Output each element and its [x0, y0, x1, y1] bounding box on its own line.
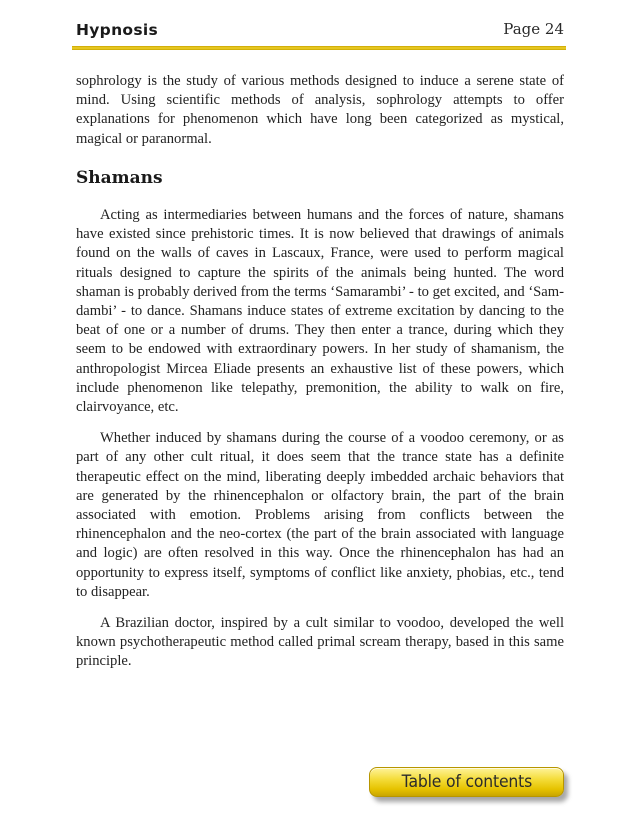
section-heading: Shamans	[76, 167, 163, 188]
page-header	[76, 20, 564, 46]
book-title: Hypnosis	[76, 21, 159, 39]
paragraph-1: Acting as intermediaries between humans and the forces of nature, shamans have existed since prehistoric times. It is now believed that drawings of animals found on the walls of caves in Lascaux, France, were used to perform magical rituals designed to capture the spirits of the animals being hunted. The word shaman is probably derived from the terms ‘Samarambi’ - to get excited, and ‘Sam-dambi’ - to dance. Shamans induce states of extreme excitation by dancing to the beat of one or a number of drums. They then enter a trance, during which they seem to be endowed with extraordinary powers. In her study of shamanism, the anthropologist Mircea Eliade presents an exhaustive list of these powers, which include phenomenon like telepathy, premonition, the ability to walk on fire, clairvoyance, etc.	[76, 207, 564, 416]
page-body	[76, 72, 564, 684]
intro-paragraph: sophrology is the study of various methods designed to induce a serene state of mind. Using scientific methods of analysis, sophrology attempts to offer explanations for phenomenon which have long been categorized as mystical, magical or paranormal.	[76, 73, 564, 147]
paragraph-3: A Brazilian doctor, inspired by a cult similar to voodoo, developed the well known psychotherapeutic method called primal scream therapy, based in this same principle.	[76, 615, 564, 670]
table-of-contents-button[interactable]	[369, 767, 564, 797]
table-of-contents-label: Table of contents	[401, 772, 532, 792]
header-divider	[72, 46, 566, 50]
paragraph-2: Whether induced by shamans during the course of a voodoo ceremony, or as part of any other cult ritual, it does seem that the trance state has a definite therapeutic effect on the mind, liberating deeply imbedded archaic behaviors that are generated by the rhinencephalon or olfactory brain, the part of the brain associated with emotion. Problems arising from conflicts between the rhinencephalon and the neo-cortex (the part of the brain associated with language and logic) are often resolved in this way. Once the rhinencephalon has had an opportunity to express itself, symptoms of conflict like anxiety, phobias, etc., tend to disappear.	[76, 430, 564, 600]
page-number: Page 24	[503, 20, 564, 38]
